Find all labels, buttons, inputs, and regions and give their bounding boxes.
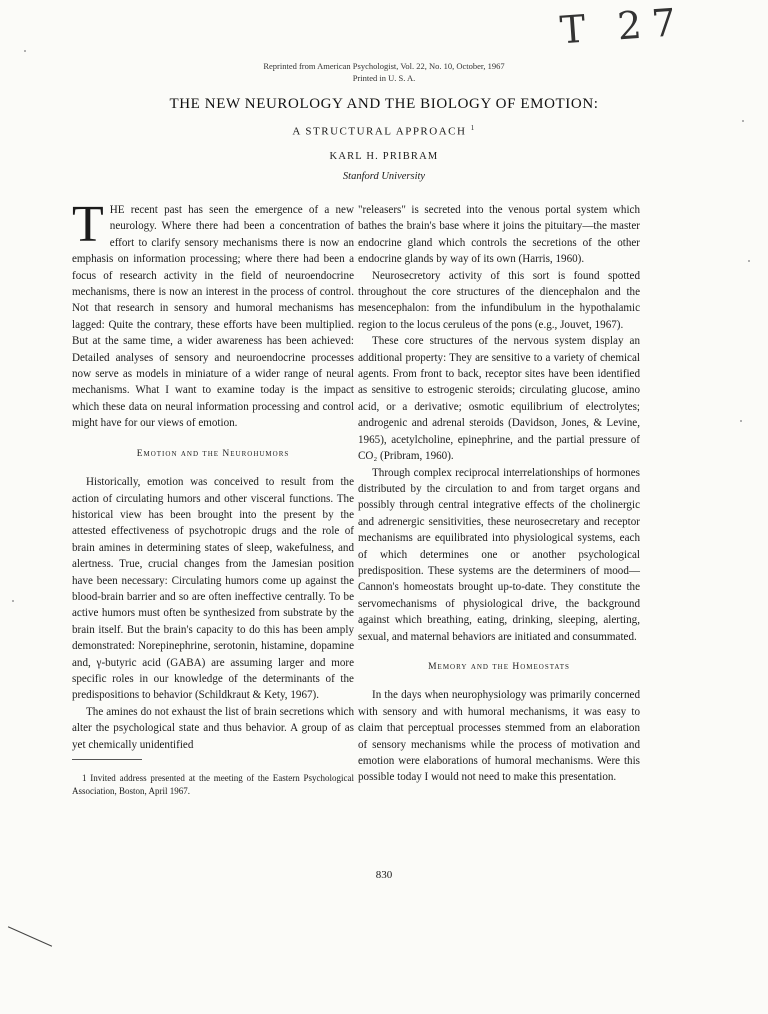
paper-title: THE NEW NEUROLOGY AND THE BIOLOGY OF EMOTION: xyxy=(169,96,599,112)
reprint-notice xyxy=(0,60,768,84)
subtitle-text: A STRUCTURAL APPROACH xyxy=(292,125,467,138)
body-paragraph: Historically, emotion was conceived to result from the action of circulating humors and other visceral functions. The historical view has been brought into the present by the attested effectiveness of psychotropic drugs and the role of brain amines in determining states of sleep, wakefulness, and alertness. True, crucial changes from the Jamesian position have been necessary: Circulating humors come up against the blood-brain barrier and so are often ineffective centrally. To be active humors must often be synthesized from substrate by the brain itself. But the brain's capacity to do this has been amply demonstrated: Norepinephrine, serotonin, histamine, dopamine and, γ-butyric acid (GABA) are assuming larger and more specific roles in our knowledge of the determinants of the predispositions to behavior (Schildkraut & Kety, 1967). xyxy=(72,476,354,702)
page-number: 830 xyxy=(375,869,393,881)
reprint-line: Reprinted from American Psychologist, Vol. 22, No. 10, October, 1967 xyxy=(263,61,505,71)
subtitle-footnote-mark: 1 xyxy=(470,124,476,132)
left-column xyxy=(72,196,354,798)
body-paragraph: These core structures of the nervous system display an additional property: They are sensitive to a variety of chemical agents. From front to back, receptor sites have been identified as sensitive to estrogenic steroids; circulating glucose, amino acid, or a derivative; osmotic equilibrium of electrolytes; androgenic and adrenal steroids (Davidson, Jones, & Levine, 1965), acetylcholine, epinephrine, and the partial pressure of CO₂ (Pribram, 1960). xyxy=(358,335,640,463)
body-paragraph: The amines do not exhaust the list of brain secretions which alter the psychological state and thus behavior. A group of as yet chemically unidentified xyxy=(72,705,354,751)
intro-paragraph xyxy=(72,196,354,432)
section-heading-emotion: Emotion and the Neurohumors xyxy=(136,448,290,459)
body-paragraph: Neurosecretory activity of this sort is found spotted throughout the core structures of the diencephalon and the mesencephalon: from the infundibulum in the hypothalamic region to the locus ceruleus of the pons (e.g., Jouvet, 1967). xyxy=(358,269,640,331)
scan-speck xyxy=(24,50,26,52)
drop-cap: T xyxy=(72,196,104,253)
printed-line: Printed in U. S. A. xyxy=(352,73,416,83)
right-column xyxy=(358,202,640,786)
scan-speck xyxy=(748,260,750,262)
footnote-rule xyxy=(72,759,142,760)
footnote: 1 Invited address presented at the meeting of the Eastern Psychological Association, Boston, April 1967. xyxy=(72,773,354,796)
body-paragraph: In the days when neurophysiology was primarily concerned with sensory and with humoral mechanisms, it was easy to claim that perceptual processes stemmed from an elaboration of sensory mechanisms while the process of motivation and emotion were elaborations of humoral mechanisms. Were this possible today I would not need to make this presentation. xyxy=(358,689,640,784)
pencil-stroke xyxy=(8,926,52,946)
section-heading-memory: Memory and the Homeostats xyxy=(428,661,570,672)
author-name: KARL H. PRIBRAM xyxy=(329,151,439,162)
author-affiliation: Stanford University xyxy=(342,171,426,182)
scan-speck xyxy=(740,420,742,422)
intro-text: HE recent past has seen the emergence of a new neurology. Where there had been a concentration of effort to clarify sensory mechanisms there is now an emphasis on information processing; where there had been a focus of research activity in the field of neuroendocrine mechanisms, there is now an interest in the process of control. Not that research in sensory and humoral mechanisms has lagged: Quite the contrary, these efforts have been multiplied. But at the same time, a wider awareness has been achieved: Detailed analyses of sensory and neuroendocrine processes now serve as models in miniature of a wider range of neural mechanisms. What I want to examine today is the impact which these data on neural information processing and control might have for our views of emotion. xyxy=(72,204,354,430)
body-paragraph: "releasers" is secreted into the venous portal system which bathes the brain's base where it joins the pituitary—the master endocrine gland which controls the secretions of the other endocrine glands by way of its own (Harris, 1960). xyxy=(358,204,640,266)
scan-speck xyxy=(12,600,14,602)
body-paragraph: Through complex reciprocal interrelationships of hormones distributed by the circulation to and from target organs and possibly through central integrative effects of the cholinergic and adrenergic sensitivities, these neurosecretary and receptor mechanisms are equilibrated into physiological systems, each of which determines one or another psychological predisposition. These systems are the determiners of mood—Cannon's homeostats brought up-to-date. They constitute the servomechanisms of physiological drive, the background against which breathing, eating, drinking, sleeping, alerting, sexual, and maternal behaviors are initiated and consummated. xyxy=(358,466,640,643)
scan-speck xyxy=(742,120,744,122)
paper-subtitle xyxy=(0,124,768,138)
handwritten-mark: T 27 xyxy=(558,0,688,53)
